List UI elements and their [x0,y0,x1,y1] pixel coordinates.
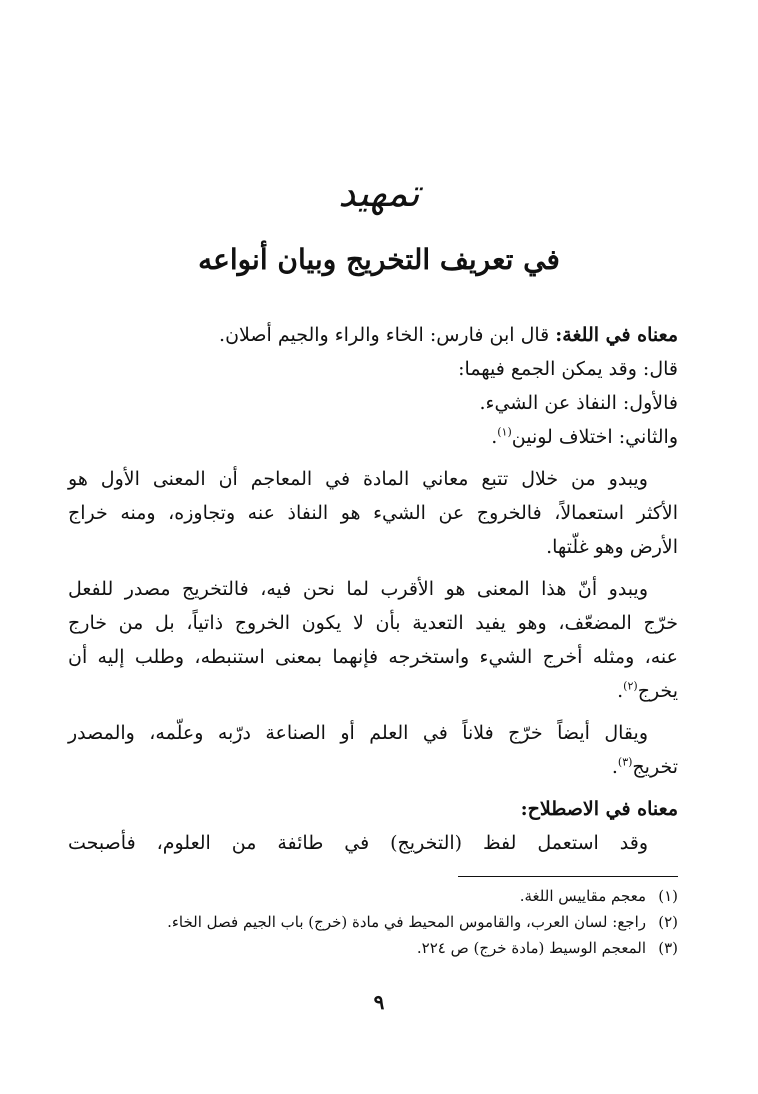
footnote-number: (١) [658,887,678,905]
paragraph-line: وقد استعمل لفظ (التخريج) في طائفة من العلوم، فأصبحت [68,832,648,854]
paragraph-line: يخرج$^{(٢)}$. [617,679,678,702]
paragraph-line: تخريج$^{(٣)}$. [611,755,678,778]
text-line-content: تخريج [632,756,678,778]
paragraph-line: الأرض وهو غلّتها. [546,536,678,558]
text-line: قال: وقد يمكن الجمع فيهما: [458,358,678,380]
paragraph-gap [68,784,678,792]
footnote-number: (٢) [658,913,678,931]
main-text [68,318,678,860]
footnote [68,883,678,909]
paragraph-line: الأكثر استعمالاً، فالخروج عن الشيء هو النفاذ عنه وتجاوزه، ومنه خراج [68,502,678,524]
terminological-meaning-label: معناه في الاصطلاح: [520,798,678,820]
footnote [68,935,678,961]
paragraph-gap [68,708,678,716]
paragraph-line: عنه، ومثله أخرج الشيء واستخرجه فإنهما بمعنى استنبطه، وطلب إليه أن [68,646,678,668]
text-line: فالأول: النفاذ عن الشيء. [479,392,678,414]
paragraph-line: خرّج المضعّف، وهو يفيد التعدية بأن لا يكون الخروج ذاتياً، بل من خارج [68,612,678,634]
text-line [68,318,678,352]
footnote-text: راجع: لسان العرب، والقاموس المحيط في مادة (خرج) باب الجيم فصل الخاء. [167,913,646,931]
text-line-content: يخرج [637,680,678,702]
footnotes [68,876,678,961]
footnote-number: (٣) [658,939,678,957]
paragraph-gap [68,564,678,572]
chapter-title: في تعريف التخريج وبيان أنواعه [198,243,560,276]
paragraph-line: ويبدو أنّ هذا المعنى هو الأقرب لما نحن فيه، فالتخريج مصدر للفعل [68,578,648,600]
paragraph-gap [68,454,678,462]
footnote-marker: (٣) [617,755,633,769]
footnote-text: معجم مقاييس اللغة. [519,887,646,905]
footnote-marker: (٢) [623,679,638,693]
footnote-divider [458,876,678,877]
footnote [68,909,678,935]
linguistic-meaning-label: معناه في اللغة: [555,324,678,346]
page-number: ٩ [373,990,385,1014]
text-line-content: والثاني: اختلاف لونين [511,426,678,448]
footnote-text: المعجم الوسيط (مادة خرج) ص ٢٢٤. [416,939,646,957]
section-ornament-heading: تمهيد [338,171,420,215]
paragraph-line: ويبدو من خلال تتبع معاني المادة في المعاجم أن المعنى الأول هو [68,468,648,490]
text-line-content: قال ابن فارس: الخاء والراء والجيم أصلان. [219,324,550,346]
paragraph-line: ويقال أيضاً خرّج فلاناً في العلم أو الصناعة درّبه وعلّمه، والمصدر [68,722,648,744]
text-line [68,420,678,454]
text-punctuation: . [491,426,498,448]
footnote-marker: (١) [497,425,512,439]
